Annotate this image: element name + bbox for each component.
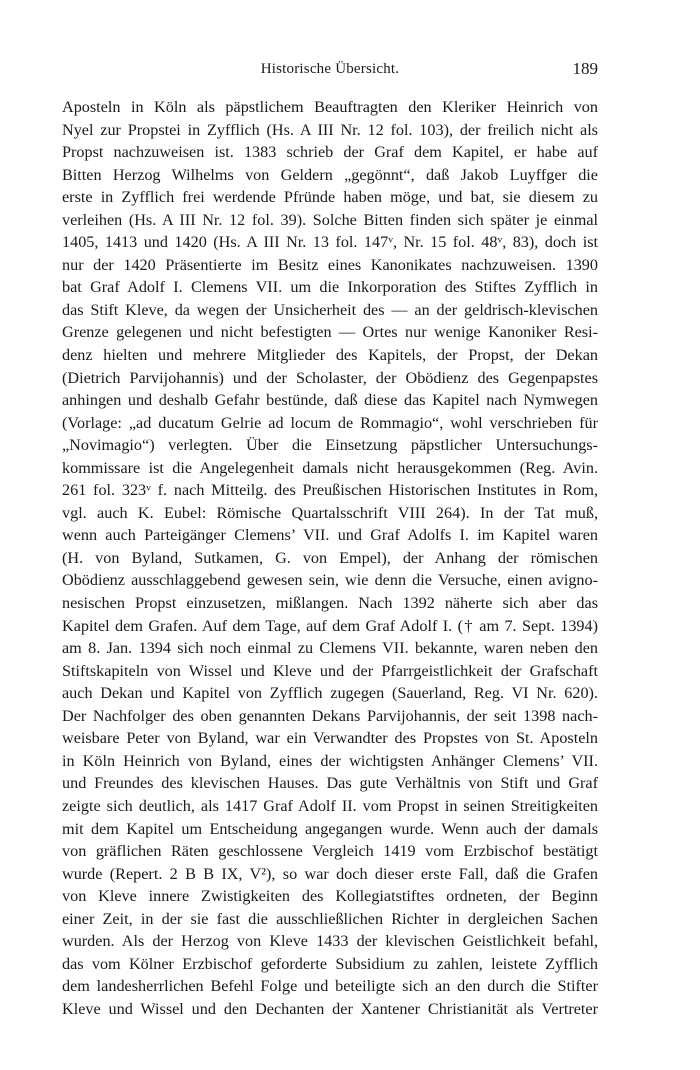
text-line: (Dietrich Parvijohannis) und der Scholaster, der Obödienz des Gegenpapstes (62, 368, 598, 387)
text-line: anhingen und deshalb Gefahr bestünde, daß diese das Kapitel nach Nymwegen (62, 391, 598, 410)
text-line: einer Zeit, in der sie fast die ausschließlichen Richter in dergleichen Sachen (62, 909, 598, 928)
text-line: Aposteln in Köln als päpstlichem Beauftragten den Kleriker Heinrich von (62, 98, 598, 116)
running-head (62, 58, 598, 80)
text-line: nur der 1420 Präsentierte im Besitz eines Kanonikates nachzuweisen. 1390 (62, 255, 598, 274)
text-line: in Köln Heinrich von Byland, eines der wichtigsten Anhänger Clemens’ VII. (62, 751, 598, 770)
text-line: Grenze gelegenen und nicht befestigten — Ortes nur wenige Kanoniker Resi- (62, 323, 598, 342)
text-line: Obödienz ausschlaggebend gewesen sein, wie denn die Versuche, einen avigno- (62, 571, 598, 590)
text-line: von Kleve innere Zwistigkeiten des Kollegiatstiftes ordneten, der Beginn (62, 887, 598, 906)
text-line: mit dem Kapitel um Entscheidung angegangen wurde. Wenn auch der damals (62, 819, 598, 838)
text-line: (Vorlage: „ad ducatum Gelrie ad locum de Rommagio“, wohl verschrieben für (62, 413, 598, 432)
text-line: 261 fol. 323ᵛ f. nach Mitteilg. des Preußischen Historischen Institutes in Rom, (62, 481, 598, 500)
text-line: von gräflichen Räten geschlossene Vergleich 1419 vom Erzbischof bestätigt (62, 842, 598, 861)
text-line: das vom Kölner Erzbischof geforderte Subsidium zu zahlen, leistete Zyfflich (62, 954, 598, 973)
body-text (62, 96, 598, 1020)
text-line: erste in Zyfflich frei werdende Pfründe haben möge, und bat, sie diesem zu (62, 188, 598, 207)
text-line: wurde (Repert. 2 B B IX, V²), so war doch dieser erste Fall, daß die Grafen (62, 864, 598, 883)
text-line: auch Dekan und Kapitel von Zyfflich zugegen (Sauerland, Reg. VI Nr. 620). (62, 684, 598, 703)
text-line: zeigte sich deutlich, als 1417 Graf Adolf II. vom Propst in seinen Streitigkeiten (62, 796, 598, 815)
page-number: 189 (572, 59, 598, 78)
text-line: Nyel zur Propstei in Zyfflich (Hs. A III Nr. 12 fol. 103), der freilich nicht als (62, 120, 598, 139)
text-line: bat Graf Adolf I. Clemens VII. um die Inkorporation des Stiftes Zyfflich in (62, 278, 598, 297)
text-line: Propst nachzuweisen ist. 1383 schrieb der Graf dem Kapitel, er habe auf (62, 143, 598, 162)
text-line: vgl. auch K. Eubel: Römische Quartalsschrift VIII 264). In der Tat muß, (62, 503, 598, 522)
text-line: 1405, 1413 und 1420 (Hs. A III Nr. 13 fol. 147ᵛ, Nr. 15 fol. 48ᵛ, 83), doch ist (62, 233, 598, 252)
text-line: das Stift Kleve, da wegen der Unsicherheit des — an der geldrisch-klevischen (62, 300, 598, 319)
text-line: Stiftskapiteln von Wissel und Kleve und der Pfarrgeistlichkeit der Grafschaft (62, 661, 598, 680)
text-line: Bitten Herzog Wilhelms von Geldern „gegönnt“, daß Jakob Luyffger die (62, 165, 598, 184)
text-line: nesischen Propst einzusetzen, mißlangen. Nach 1392 näherte sich aber das (62, 594, 598, 613)
text-line: weisbare Peter von Byland, war ein Verwandter des Propstes von St. Aposteln (62, 729, 598, 748)
running-title: Historische Übersicht. (260, 61, 400, 77)
text-line: Kapitel dem Grafen. Auf dem Tage, auf dem Graf Adolf I. († am 7. Sept. 1394) (62, 616, 598, 635)
text-line: verleihen (Hs. A III Nr. 12 fol. 39). Solche Bitten finden sich später je einmal (62, 210, 598, 229)
text-line: denz hielten und mehrere Mitglieder des Kapitels, der Propst, der Dekan (62, 346, 598, 365)
text-line: und Freundes des klevischen Hauses. Das gute Verhältnis von Stift und Graf (62, 774, 598, 793)
text-line: dem landesherrlichen Befehl Folge und beteiligte sich an den durch die Stifter (62, 977, 598, 996)
text-line: Kleve und Wissel und den Dechanten der Xantener Christianität als Vertreter (62, 999, 598, 1018)
text-line: (H. von Byland, Sutkamen, G. von Empel), der Anhang der römischen (62, 548, 598, 567)
text-line: „Novimagio“) verlegten. Über die Einsetzung päpstlicher Untersuchungs- (62, 436, 598, 455)
text-line: am 8. Jan. 1394 sich noch einmal zu Clemens VII. bekannte, waren neben den (62, 639, 598, 658)
text-line: kommissare ist die Angelegenheit damals nicht herausgekommen (Reg. Avin. (62, 458, 598, 477)
text-line: Der Nachfolger des oben genannten Dekans Parvijohannis, der seit 1398 nach- (62, 706, 598, 725)
text-line: wurden. Als der Herzog von Kleve 1433 der klevischen Geistlichkeit befahl, (62, 932, 598, 951)
text-line: wenn auch Parteigänger Clemens’ VII. und Graf Adolfs I. im Kapitel waren (62, 526, 598, 545)
